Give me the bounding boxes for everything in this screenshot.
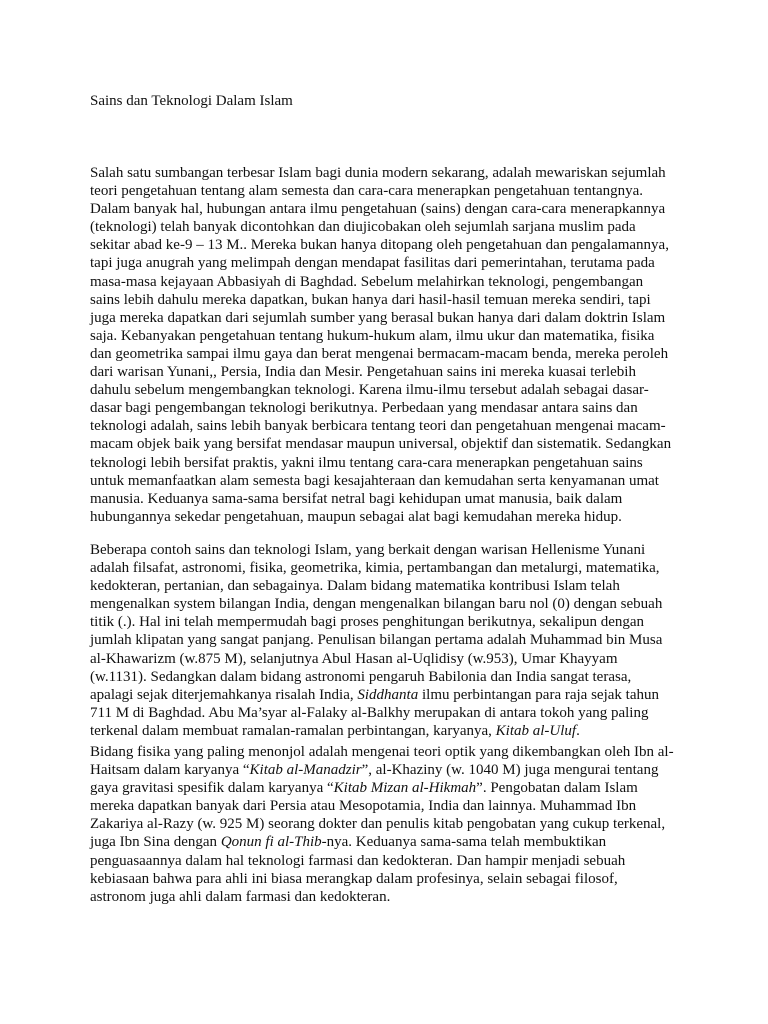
text-line: (w.1131). Sedangkan dalam bidang astronomi pengaruh Babilonia dan India sangat terasa, — [90, 668, 632, 685]
text-line — [90, 686, 690, 704]
text-segment: ilmu perbintangan para raja sejak tahun — [418, 686, 659, 703]
text-line: adalah filsafat, astronomi, fisika, geometrika, kimia, pertambangan dan metalurgi, matematika, — [90, 560, 660, 577]
text-line: Beberapa contoh sains dan teknologi Islam, yang berkait dengan warisan Hellenisme Yunani — [90, 542, 646, 558]
italic-book-title: Kitab al-Manadzir — [249, 762, 362, 779]
italic-book-title: Kitab Mizan al-Hikmah — [333, 780, 477, 797]
italic-book-title: Kitab al-Uluf — [495, 722, 577, 739]
text-line: astronom juga ahli dalam farmasi dan kedokteran. — [90, 888, 391, 905]
text-line: dari warisan Yunani,, Persia, India dan Mesir. Pengetahuan sains ini mereka kuasai terlebih — [90, 364, 636, 381]
text-line: masa-masa kejayaan Abbasiyah di Baghdad. Sebelum melahirkan teknologi, pengembangan — [90, 273, 644, 290]
text-line: 711 M di Baghdad. Abu Ma’syar al-Falaky al-Balkhy merupakan di antara tokoh yang paling — [90, 704, 649, 721]
text-line: juga mereka dapatkan dari sejumlah sumber yang berasal bukan hanya dari dalam doktrin Islam — [90, 309, 666, 326]
text-line: titik (.). Hal ini telah mempermudah bagi proses penghitungan berikutnya, sekalipun dengan — [90, 614, 645, 631]
text-line: Bidang fisika yang paling menonjol adalah mengenai teori optik yang dikembangkan oleh Ibn al- — [90, 744, 674, 760]
text-line: penguasaannya dalam hal teknologi farmasi dan kedokteran. Dan hampir menjadi sebuah — [90, 852, 626, 869]
text-segment: juga Ibn Sina dengan — [90, 834, 221, 851]
text-segment: gaya gravitasi spesifik dalam karyanya “ — [90, 780, 334, 797]
text-line: hubungannya sekedar pengetahuan, maupun sebagai alat bagi kemudahan mereka hidup. — [90, 508, 622, 525]
text-segment: apalagi sejak diterjemahkanya risalah India, — [90, 686, 358, 703]
text-line: (teknologi) telah banyak dicontohkan dan diujicobakan oleh sejumlah sarjana muslim pada — [90, 219, 636, 236]
text-line: tapi juga anugrah yang melimpah dengan mendapat fasilitas dari pemerintahan, terutama pada — [90, 255, 655, 272]
text-line: Zakariya al-Razy (w. 925 M) seorang dokter dan penulis kitab pengobatan yang cukup terkenal, — [90, 816, 666, 833]
paragraph-3 — [90, 743, 690, 906]
text-segment: Haitsam dalam karyanya “ — [90, 762, 250, 779]
text-line — [90, 833, 690, 851]
paragraph-2 — [90, 541, 690, 740]
text-line: al-Khawarizm (w.875 M), selanjutnya Abul Hasan al-Uqlidisy (w.953), Umar Khayyam — [90, 650, 618, 667]
text-line: macam objek baik yang bersifat mendasar maupun universal, objektif dan sistematik. Sedangkan — [90, 436, 672, 453]
text-segment: ”, al-Khaziny (w. 1040 M) juga mengurai tentang — [361, 762, 659, 779]
text-line: dasar bagi pengembangan teknologi berikutnya. Perbedaan yang mendasar antara sains dan — [90, 400, 638, 417]
text-line: untuk memanfaatkan alam semesta bagi kesajahteraan dan kemudahan serta kenyamanan umat — [90, 472, 659, 489]
text-segment: terkenal dalam membuat ramalan-ramalan perbintangan, karyanya, — [90, 722, 496, 739]
text-line: teknologi lebih bersifat praktis, yakni ilmu tentang cara-cara menerapkan pengetahuan sains — [90, 454, 643, 471]
text-line: teknologi adalah, sains lebih banyak berbicara tentang teori dan pengetahuan mengenai macam- — [90, 418, 666, 435]
text-line: Dalam banyak hal, hubungan antara ilmu pengetahuan (sains) dengan cara-cara menerapkannya — [90, 201, 666, 218]
text-segment: . — [576, 722, 580, 739]
text-line — [90, 722, 690, 740]
text-line: sekitar abad ke-9 – 13 M.. Mereka bukan hanya ditopang oleh pengetahuan dan pengalamannya, — [90, 237, 669, 254]
text-line: dan geometrika sampai ilmu gaya dan berat mengenai bermacam-macam benda, mereka peroleh — [90, 345, 669, 362]
text-line: sains lebih dahulu mereka dapatkan, bukan hanya dari hasil-hasil temuan mereka sendiri, tapi — [90, 291, 651, 308]
text-line: teori pengetahuan tentang alam semesta dan cara-cara menerapkan pengetahuan tentangnya. — [90, 183, 644, 200]
text-line: kedokteran, pertanian, dan sebagainya. Dalam bidang matematika kontribusi Islam telah — [90, 578, 620, 595]
text-segment: ”. Pengobatan dalam Islam — [476, 780, 638, 797]
text-line: dahulu sebelum mengembangkan teknologi. Karena ilmu-ilmu tersebut adalah sebagai dasar- — [90, 382, 649, 399]
italic-book-title: Siddhanta — [357, 686, 419, 703]
text-line: Salah satu sumbangan terbesar Islam bagi dunia modern sekarang, adalah mewariskan sejumlah — [90, 165, 666, 181]
text-line: manusia. Keduanya sama-sama bersifat netral bagi kehidupan umat manusia, baik dalam — [90, 490, 623, 507]
paragraph-1 — [90, 164, 690, 526]
text-line: mereka dapatkan banyak dari Persia atau Mesopotamia, India dan lainnya. Muhammad Ibn — [90, 798, 637, 815]
text-segment: -nya. Keduanya sama-sama telah membuktikan — [321, 834, 607, 851]
text-line: saja. Kebanyakan pengetahuan tentang hukum-hukum alam, ilmu ukur dan matematika, fisika — [90, 327, 655, 344]
text-line — [90, 779, 690, 797]
italic-book-title: Qonun fi al-Thib — [220, 834, 322, 851]
text-line: mengenalkan system bilangan India, dengan mengenalkan bilangan baru nol (0) dengan sebuah — [90, 596, 663, 613]
document-title: Sains dan Teknologi Dalam Islam — [90, 93, 293, 109]
text-line: kebiasaan bahwa para ahli ini biasa merangkap dalam profesinya, selain sebagai filosof, — [90, 870, 618, 887]
text-line — [90, 761, 690, 779]
text-line: jumlah klipatan yang sangat panjang. Penulisan bilangan pertama adalah Muhammad bin Musa — [90, 632, 663, 649]
